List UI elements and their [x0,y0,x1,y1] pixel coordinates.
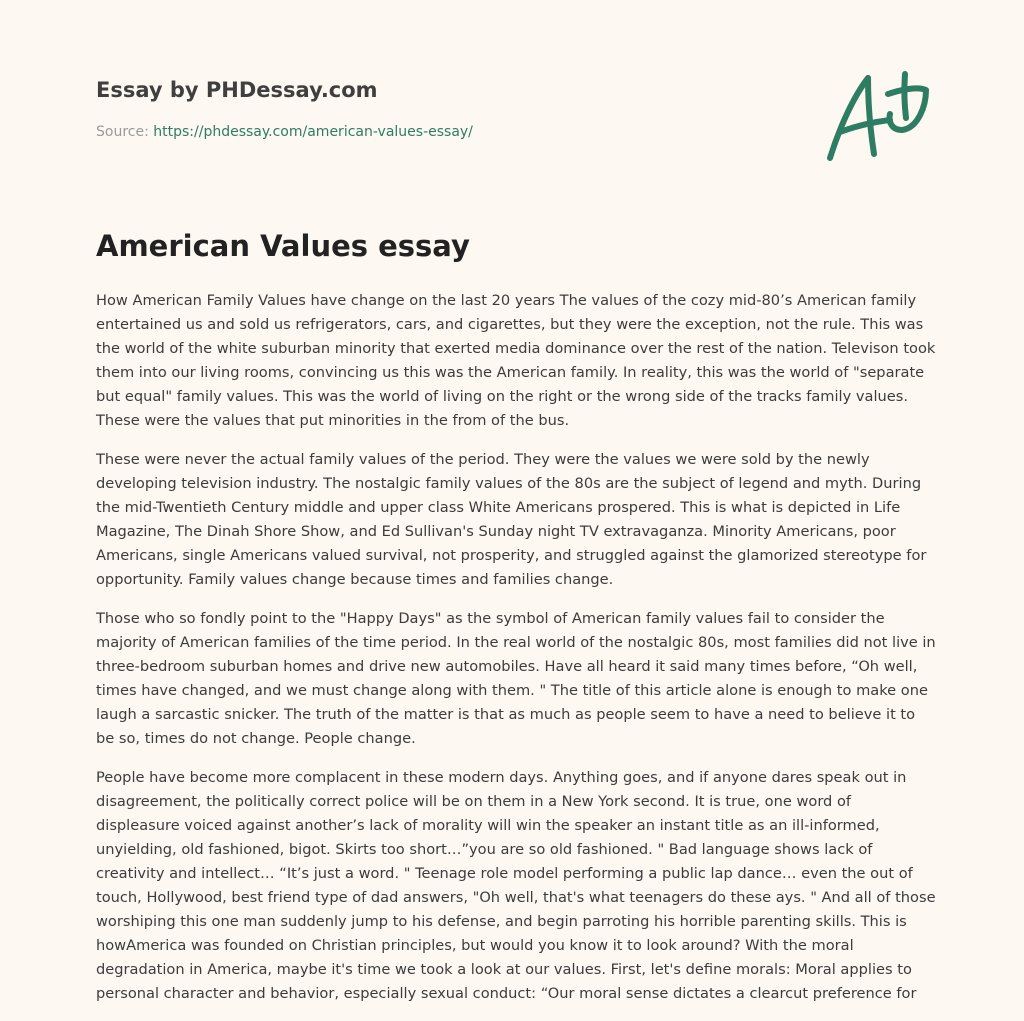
source-label: Source: [96,124,154,140]
paragraph-2: These were never the actual family values of the period. They were the values we were sold by the newly developing television industry. The nostalgic family values of the 80s are the subject of legend and myth. During the mid-Twentieth Century middle and upper class White Americans prospered. This is what is depicted in Life Magazine, The Dinah Shore Show, and Ed Sullivan's Sunday night TV extravaganza. Minority Americans, poor Americans, single Americans valued survival, not prosperity, and struggled against the glamorized stereotype for opportunity. Family values change because times and families change. [96,451,927,588]
paragraph-1: How American Family Values have change on the last 20 years The values of the cozy mid-80’s American family entertained us and sold us refrigerators, cars, and cigarettes, but they were the exception, not the rule. This was the world of the white suburban minority that exerted media dominance over the rest of the nation. Televison took them into our living rooms, convincing us this was the American family. In reality, this was the world of "separate but equal" family values. This was the world of living on the right or the wrong side of the tracks family values. These were the values that put minorities in the from of the bus. [96,292,936,429]
paragraph-3: Those who so fondly point to the "Happy Days" as the symbol of American family values fail to consider the majority of American families of the time period. In the real world of the nostalgic 80s, most families did not live in three-bedroom suburban homes and drive new automobiles. Have all heard it said many times before, “Oh well, times have changed, and we must change along with them. " The title of this article alone is enough to make one laugh a sarcastic snicker. The truth of the matter is that as much as people seem to have a need to believe it to be so, times do not change. People change. [96,610,936,747]
source-link[interactable]: https://phdessay.com/american-values-essay/ [153,124,473,140]
header [96,76,796,142]
a-plus-logo-icon [822,66,932,166]
paragraph-4: People have become more complacent in these modern days. Anything goes, and if anyone dares speak out in disagreement, the politically correct police will be on them in a New York second. It is true, one word of displeasure voiced against another’s lack of morality will win the speaker an instant title as an ill-informed, unyielding, old fashioned, bigot. Skirts too short…”you are so old fashioned. " Bad language shows lack of creativity and intellect… “It’s just a word. " Teenage role model performing a public lap dance… even the out of touch, Hollywood, best friend type of dad answers, "Oh well, that's what teenagers do these ays. " And all of those worshiping this one man suddenly jump to his defense, and begin parroting his horrible parenting skills. This is howAmerica was founded on Christian principles, but would you know it to look around? With the moral degradation in America, maybe it's time we took a look at our values. First, let's define morals: Moral applies to personal character and behavior, especially sexual conduct: “Our moral sense dictates a clearcut preference for [96,769,936,1002]
site-title: Essay by PHDessay.com [96,78,378,102]
article [96,226,936,1021]
page-title: American Values essay [96,229,470,263]
source-line [96,122,796,142]
